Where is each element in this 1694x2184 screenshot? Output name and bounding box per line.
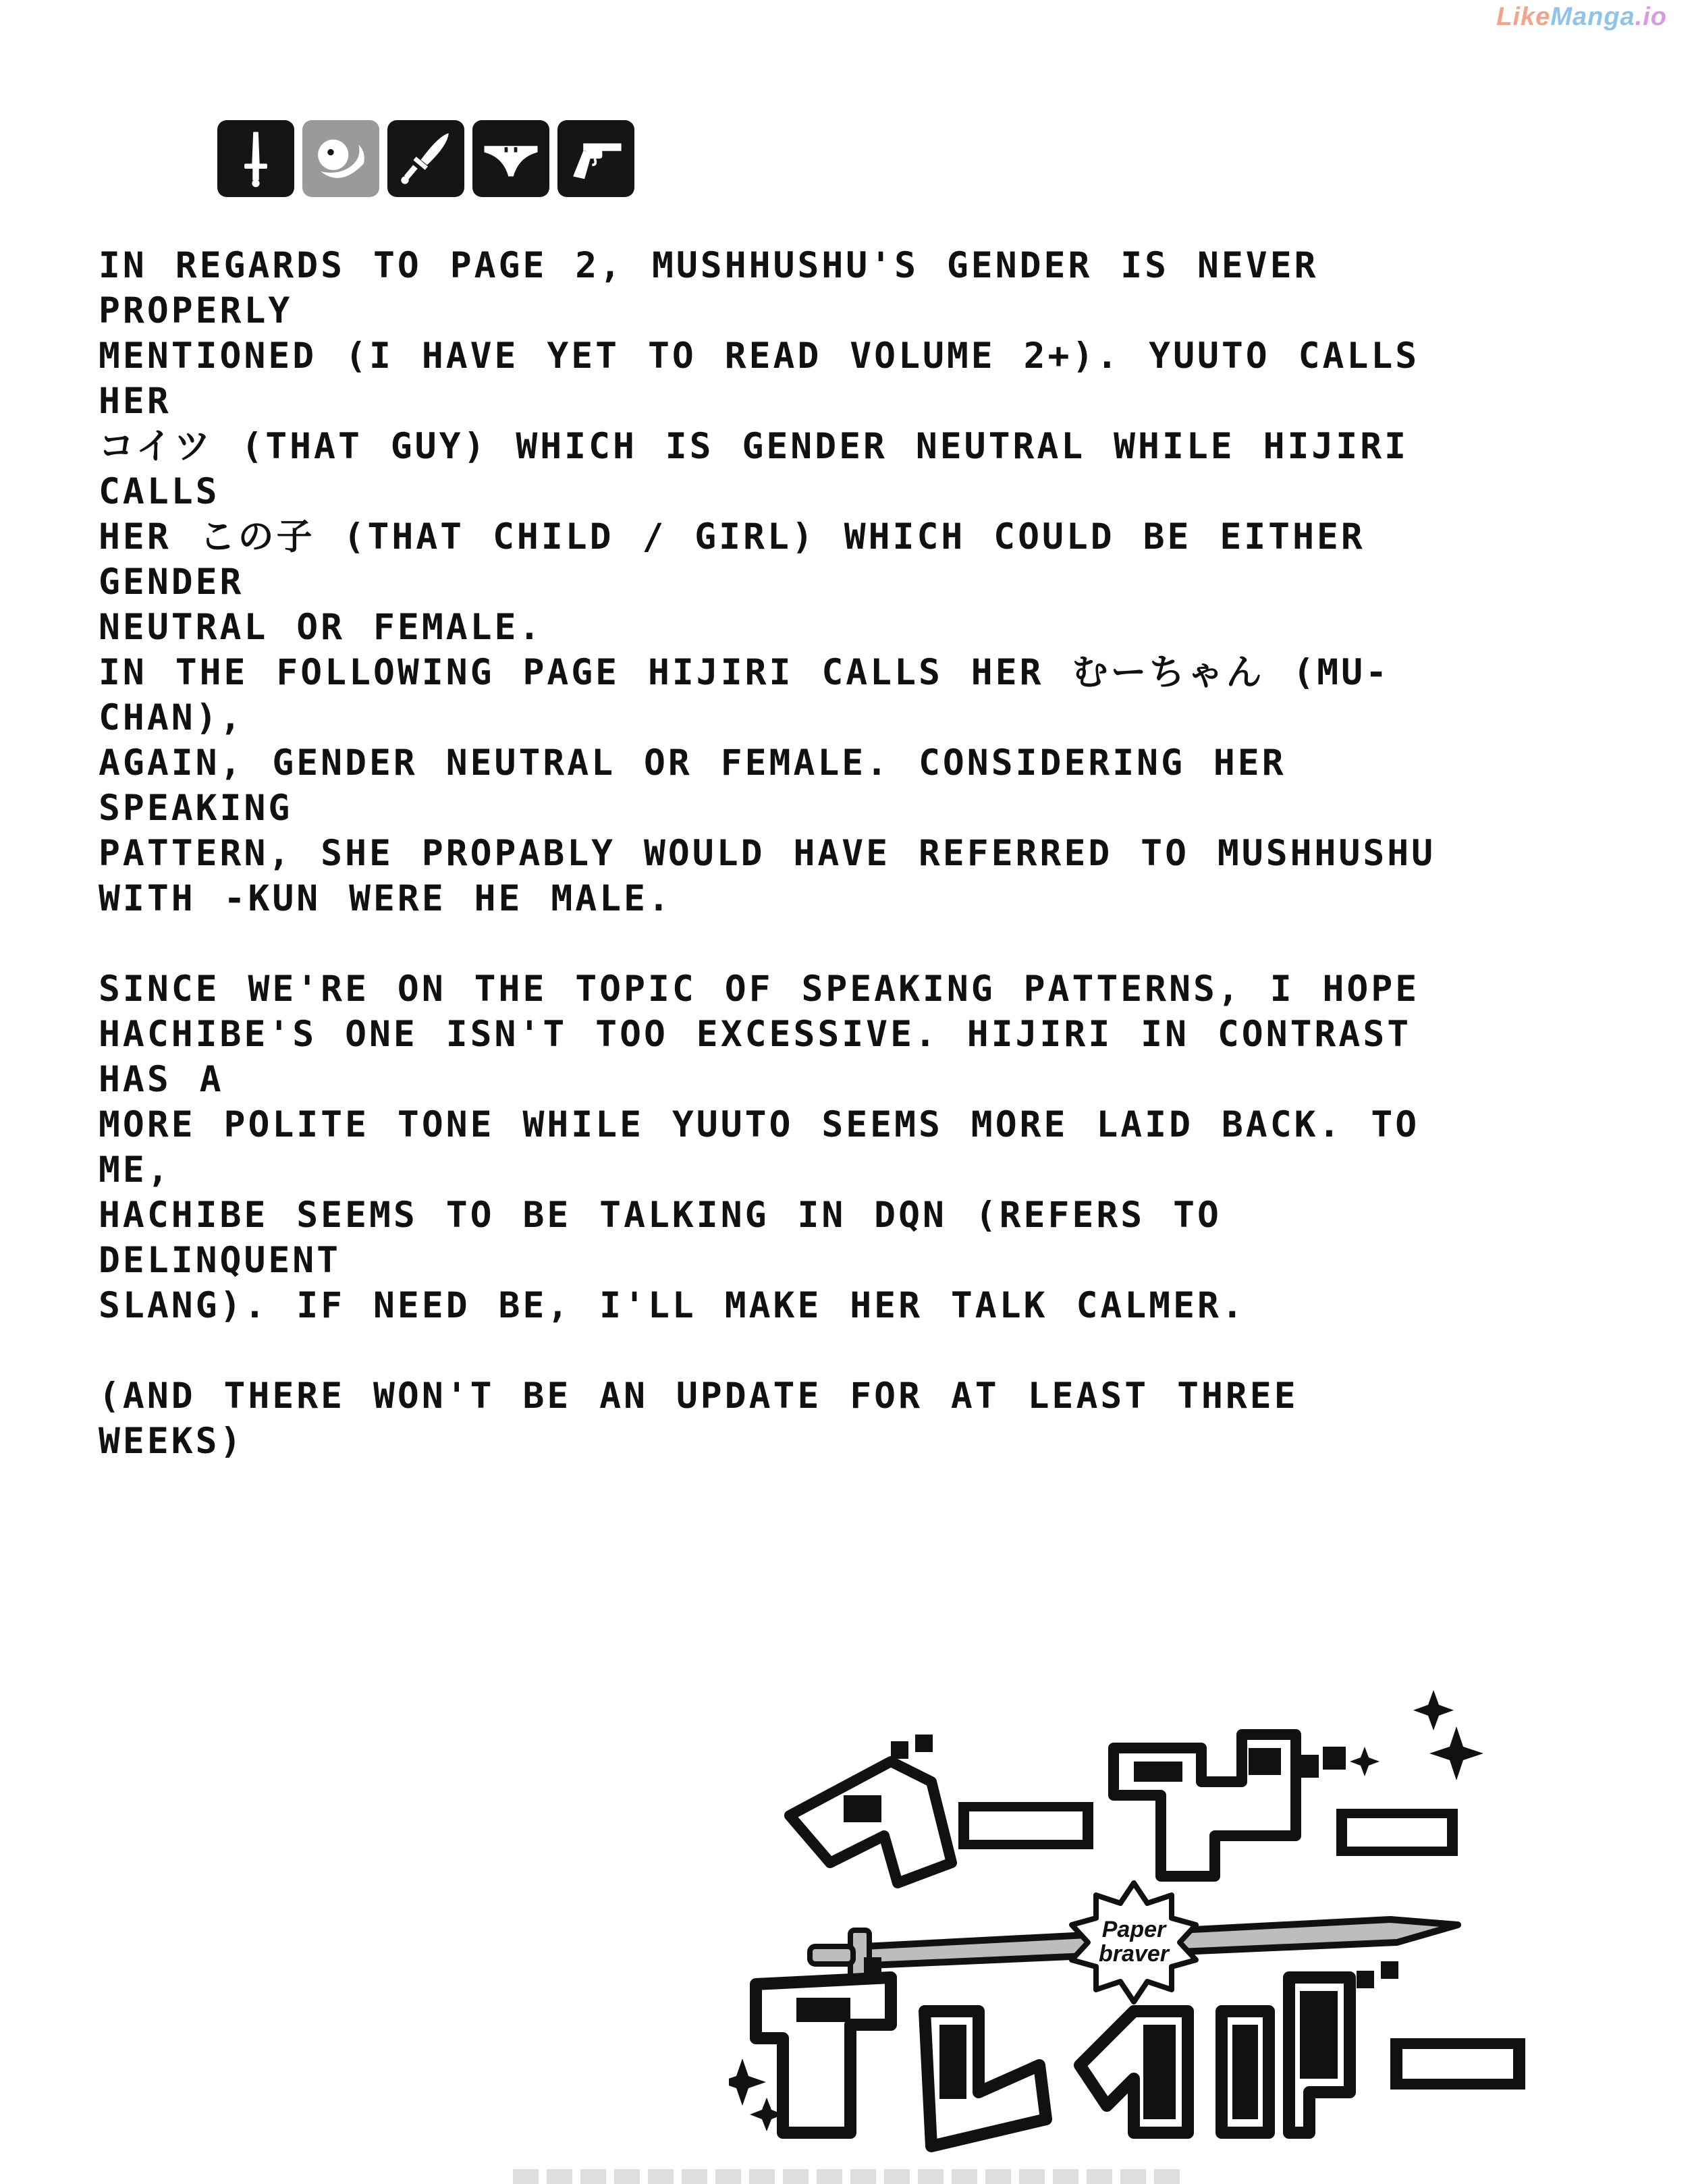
watermark-part-2: Manga <box>1550 3 1635 31</box>
logo-badge <box>1072 1883 1196 2002</box>
revolver-icon <box>557 120 634 197</box>
notes-paragraph-3: (AND THERE WON'T BE AN UPDATE FOR AT LEAST THREE WEEKS) <box>99 1375 1299 1462</box>
cropped-text-strip <box>513 2169 1188 2184</box>
sword-icon <box>217 120 294 197</box>
site-watermark <box>1496 3 1667 32</box>
paper-braver-logo <box>729 1660 1559 2173</box>
character-icon-row <box>217 120 634 197</box>
underwear-icon <box>472 120 549 197</box>
watermark-part-1: Like <box>1496 3 1551 31</box>
dagger-icon <box>387 120 464 197</box>
watermark-part-3: .io <box>1635 3 1667 31</box>
mushhushu-icon <box>302 120 379 197</box>
logo-subtitle-top: Paper <box>1101 1917 1166 1942</box>
translator-notes <box>99 243 1448 1509</box>
logo-line-1-graphic <box>790 1735 1458 1883</box>
notes-paragraph-1: IN REGARDS TO PAGE 2, MUSHHUSHU'S GENDER IS NEVER PROPERLY MENTIONED (I HAVE YET TO READ VOLUME 2+). YUUTO CALLS HER コイツ (THAT GUY) WHICH IS GENDER NEUTRAL WHILE HIJIRI CALLS HER この子 (THAT CHILD / GIRL) WHICH COULD BE EITHER GENDER NEUTRAL OR FEMALE. IN THE FOLLOWING PAGE HIJIRI CALLS HER むーちゃん (MU-CHAN), AGAIN, GENDER NEUTRAL OR FEMALE. CONSIDERING HER SPEAKING PATTERN, SHE PROPABLY WOULD HAVE REFERRED TO MUSHHUSHU WITH -KUN WERE HE MALE. <box>99 245 1436 919</box>
logo-graphic <box>729 1660 1559 2173</box>
logo-subtitle-bottom: braver <box>1099 1941 1169 1967</box>
notes-paragraph-2: SINCE WE'RE ON THE TOPIC OF SPEAKING PATTERNS, I HOPE HACHIBE'S ONE ISN'T TOO EXCESSIVE. HIJIRI IN CONTRAST HAS A MORE POLITE TONE WHILE YUUTO SEEMS MORE LAID BACK. TO ME, HACHIBE SEEMS TO BE TALKING IN DQN (REFERS TO DELINQUENT SLANG). IF NEED BE, I'LL MAKE HER TALK CALMER. <box>99 968 1420 1326</box>
